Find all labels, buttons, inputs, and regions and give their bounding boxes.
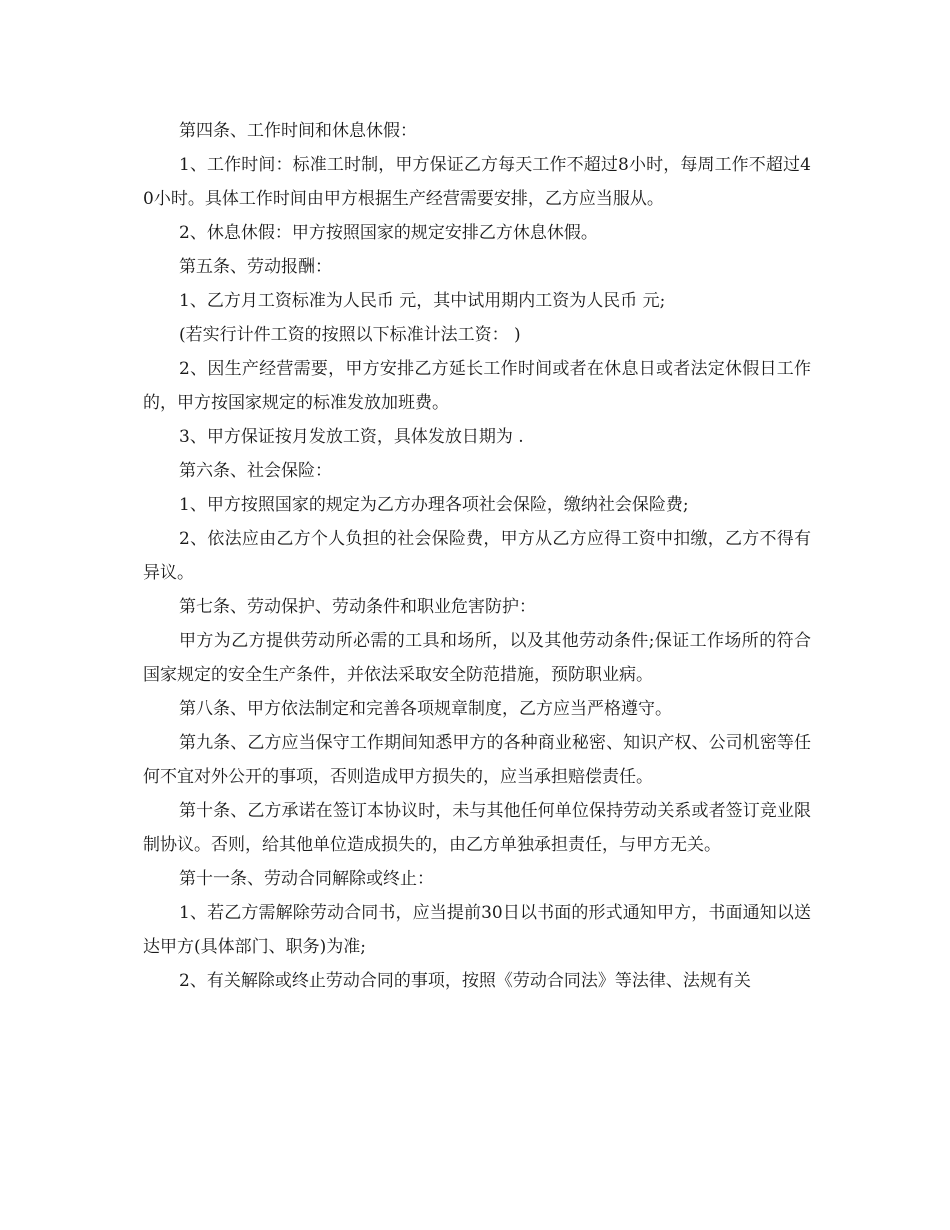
article-11-clause-1: 1、若乙方需解除劳动合同书，应当提前30日以书面的形式通知甲方，书面通知以送达甲方(具体部门、职务)为准; (143, 903, 811, 957)
article-4-clause-2: 2、休息休假：甲方按照国家的规定安排乙方休息休假。 (179, 223, 598, 243)
article-5-clause-3: 3、甲方保证按月发放工资，具体发放日期为 . (179, 427, 524, 447)
article-4-heading: 第四条、工作时间和休息休假： (179, 121, 417, 141)
article-7-heading: 第七条、劳动保护、劳动条件和职业危害防护： (179, 597, 536, 617)
article-7-body: 甲方为乙方提供劳动所必需的工具和场所，以及其他劳动条件;保证工作场所的符合国家规定的安全生产条件，并依法采取安全防范措施，预防职业病。 (143, 631, 811, 685)
article-5-heading: 第五条、劳动报酬： (179, 257, 332, 277)
article-5-clause-1: 1、乙方月工资标准为人民币 元，其中试用期内工资为人民币 元; (179, 291, 666, 311)
article-10: 第十条、乙方承诺在签订本协议时，未与其他任何单位保持劳动关系或者签订竞业限制协议。否则，给其他单位造成损失的，由乙方单独承担责任，与甲方无关。 (143, 801, 811, 855)
article-4-clause-1: 1、工作时间：标准工时制，甲方保证乙方每天工作不超过8小时，每周工作不超过40小时。具体工作时间由甲方根据生产经营需要安排，乙方应当服从。 (143, 155, 811, 209)
article-9: 第九条、乙方应当保守工作期间知悉甲方的各种商业秘密、知识产权、公司机密等任何不宜对外公开的事项，否则造成甲方损失的，应当承担赔偿责任。 (143, 733, 811, 787)
article-5-piecework-note: (若实行计件工资的按照以下标准计法工资： ) (179, 325, 521, 345)
document-body (143, 114, 811, 998)
article-6-heading: 第六条、社会保险： (179, 461, 332, 481)
article-11-heading: 第十一条、劳动合同解除或终止： (179, 869, 434, 889)
article-6-clause-1: 1、甲方按照国家的规定为乙方办理各项社会保险，缴纳社会保险费; (179, 495, 689, 515)
article-8: 第八条、甲方依法制定和完善各项规章制度，乙方应当严格遵守。 (179, 699, 672, 719)
article-6-clause-2: 2、依法应由乙方个人负担的社会保险费，甲方从乙方应得工资中扣缴，乙方不得有异议。 (143, 529, 811, 583)
article-5-clause-2: 2、因生产经营需要，甲方安排乙方延长工作时间或者在休息日或者法定休假日工作的，甲方按国家规定的标准发放加班费。 (143, 359, 811, 413)
article-11-clause-2: 2、有关解除或终止劳动合同的事项，按照《劳动合同法》等法律、法规有关 (179, 971, 751, 991)
